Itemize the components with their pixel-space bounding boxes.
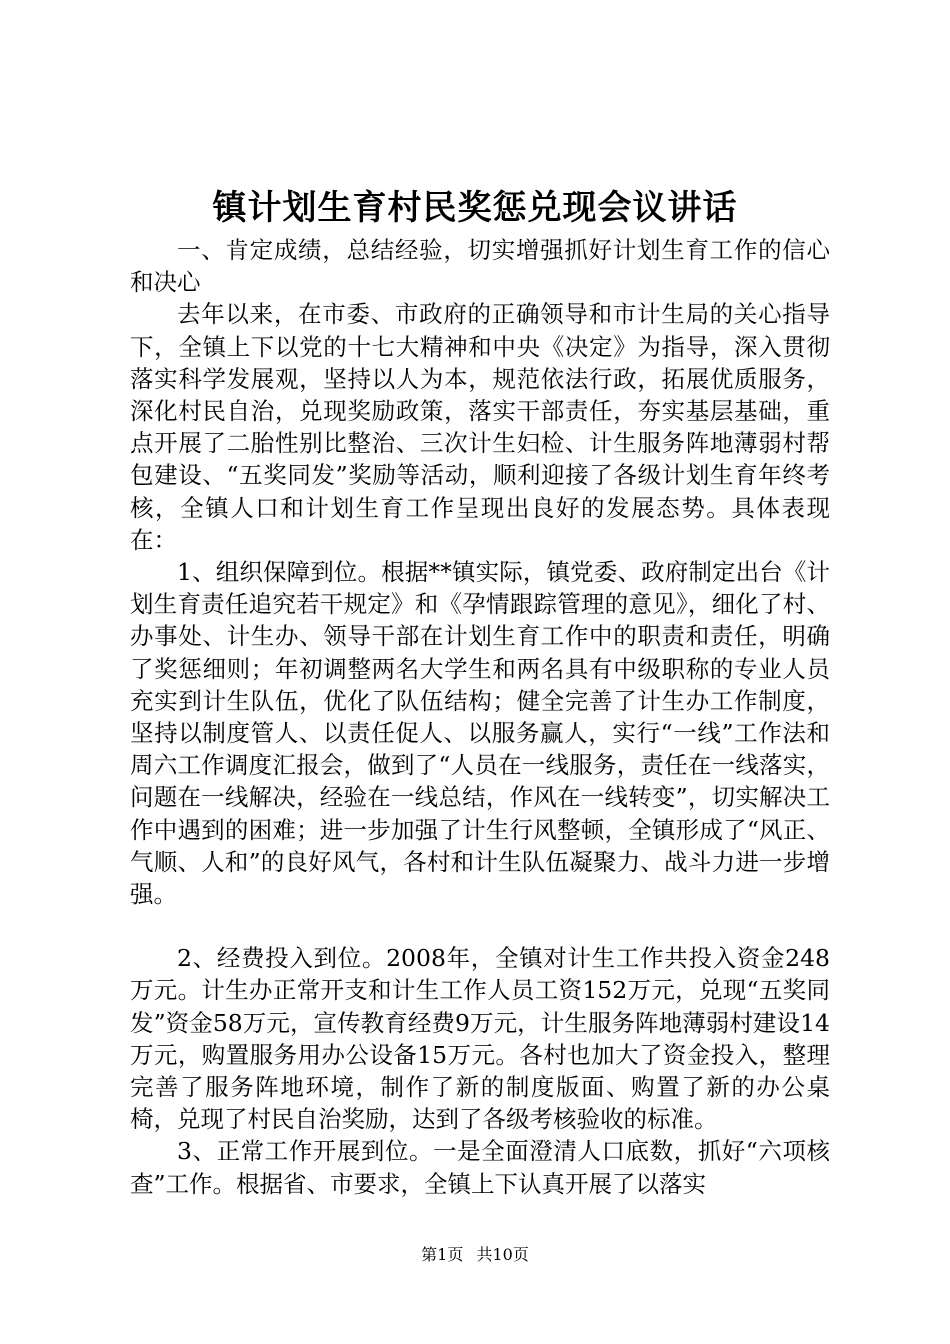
- paragraph: 2、经费投入到位。2008年，全镇对计生工作共投入资金248万元。计生办正常开支和计生工作人员工资152万元，兑现“五奖同发”资金58万元，宣传教育经费9万元，计生服务阵地薄弱村建设14万元，购置服务用办公设备15万元。各村也加大了资金投入，整理完善了服务阵地环境，制作了新的制度版面、购置了新的办公桌椅，兑现了村民自治奖励，达到了各级考核验收的标准。: [130, 944, 830, 1134]
- page-total: 共10页: [476, 1245, 529, 1264]
- document-body: [130, 234, 830, 1200]
- paragraph: 去年以来，在市委、市政府的正确领导和市计生局的关心指导下，全镇上下以党的十七大精神和中央《决定》为指导，深入贯彻落实科学发展观，坚持以人为本，规范依法行政，拓展优质服务，深化村民自治，兑现奖励政策，落实干部责任，夯实基层基础，重点开展了二胎性别比整治、三次计生妇检、计生服务阵地薄弱村帮包建设、“五奖同发”奖励等活动，顺利迎接了各级计划生育年终考核，全镇人口和计划生育工作呈现出良好的发展态势。具体表现在：: [130, 300, 830, 554]
- page-footer: [0, 1244, 950, 1266]
- document-title: 镇计划生育村民奖惩兑现会议讲话: [212, 188, 738, 228]
- page-number: 第1页: [421, 1245, 464, 1264]
- paragraph: 3、正常工作开展到位。一是全面澄清人口底数，抓好“六项核查”工作。根据省、市要求，全镇上下认真开展了以落实: [130, 1137, 830, 1198]
- paragraph: 1、组织保障到位。根据**镇实际，镇党委、政府制定出台《计划生育责任追究若干规定》和《孕情跟踪管理的意见》，细化了村、办事处、计生办、领导干部在计划生育工作中的职责和责任，明确了奖惩细则；年初调整两名大学生和两名具有中级职称的专业人员充实到计生队伍，优化了队伍结构；健全完善了计生办工作制度，坚持以制度管人、以责任促人、以服务赢人，实行“一线”工作法和周六工作调度汇报会，做到了“人员在一线服务，责任在一线落实，问题在一线解决，经验在一线总结，作风在一线转变”，切实解决工作中遇到的困难；进一步加强了计生行风整顿，全镇形成了“风正、气顺、人和”的良好风气，各村和计生队伍凝聚力、战斗力进一步增强。: [130, 558, 830, 909]
- section-heading: 一、肯定成绩，总结经验，切实增强抓好计划生育工作的信心和决心: [130, 236, 830, 297]
